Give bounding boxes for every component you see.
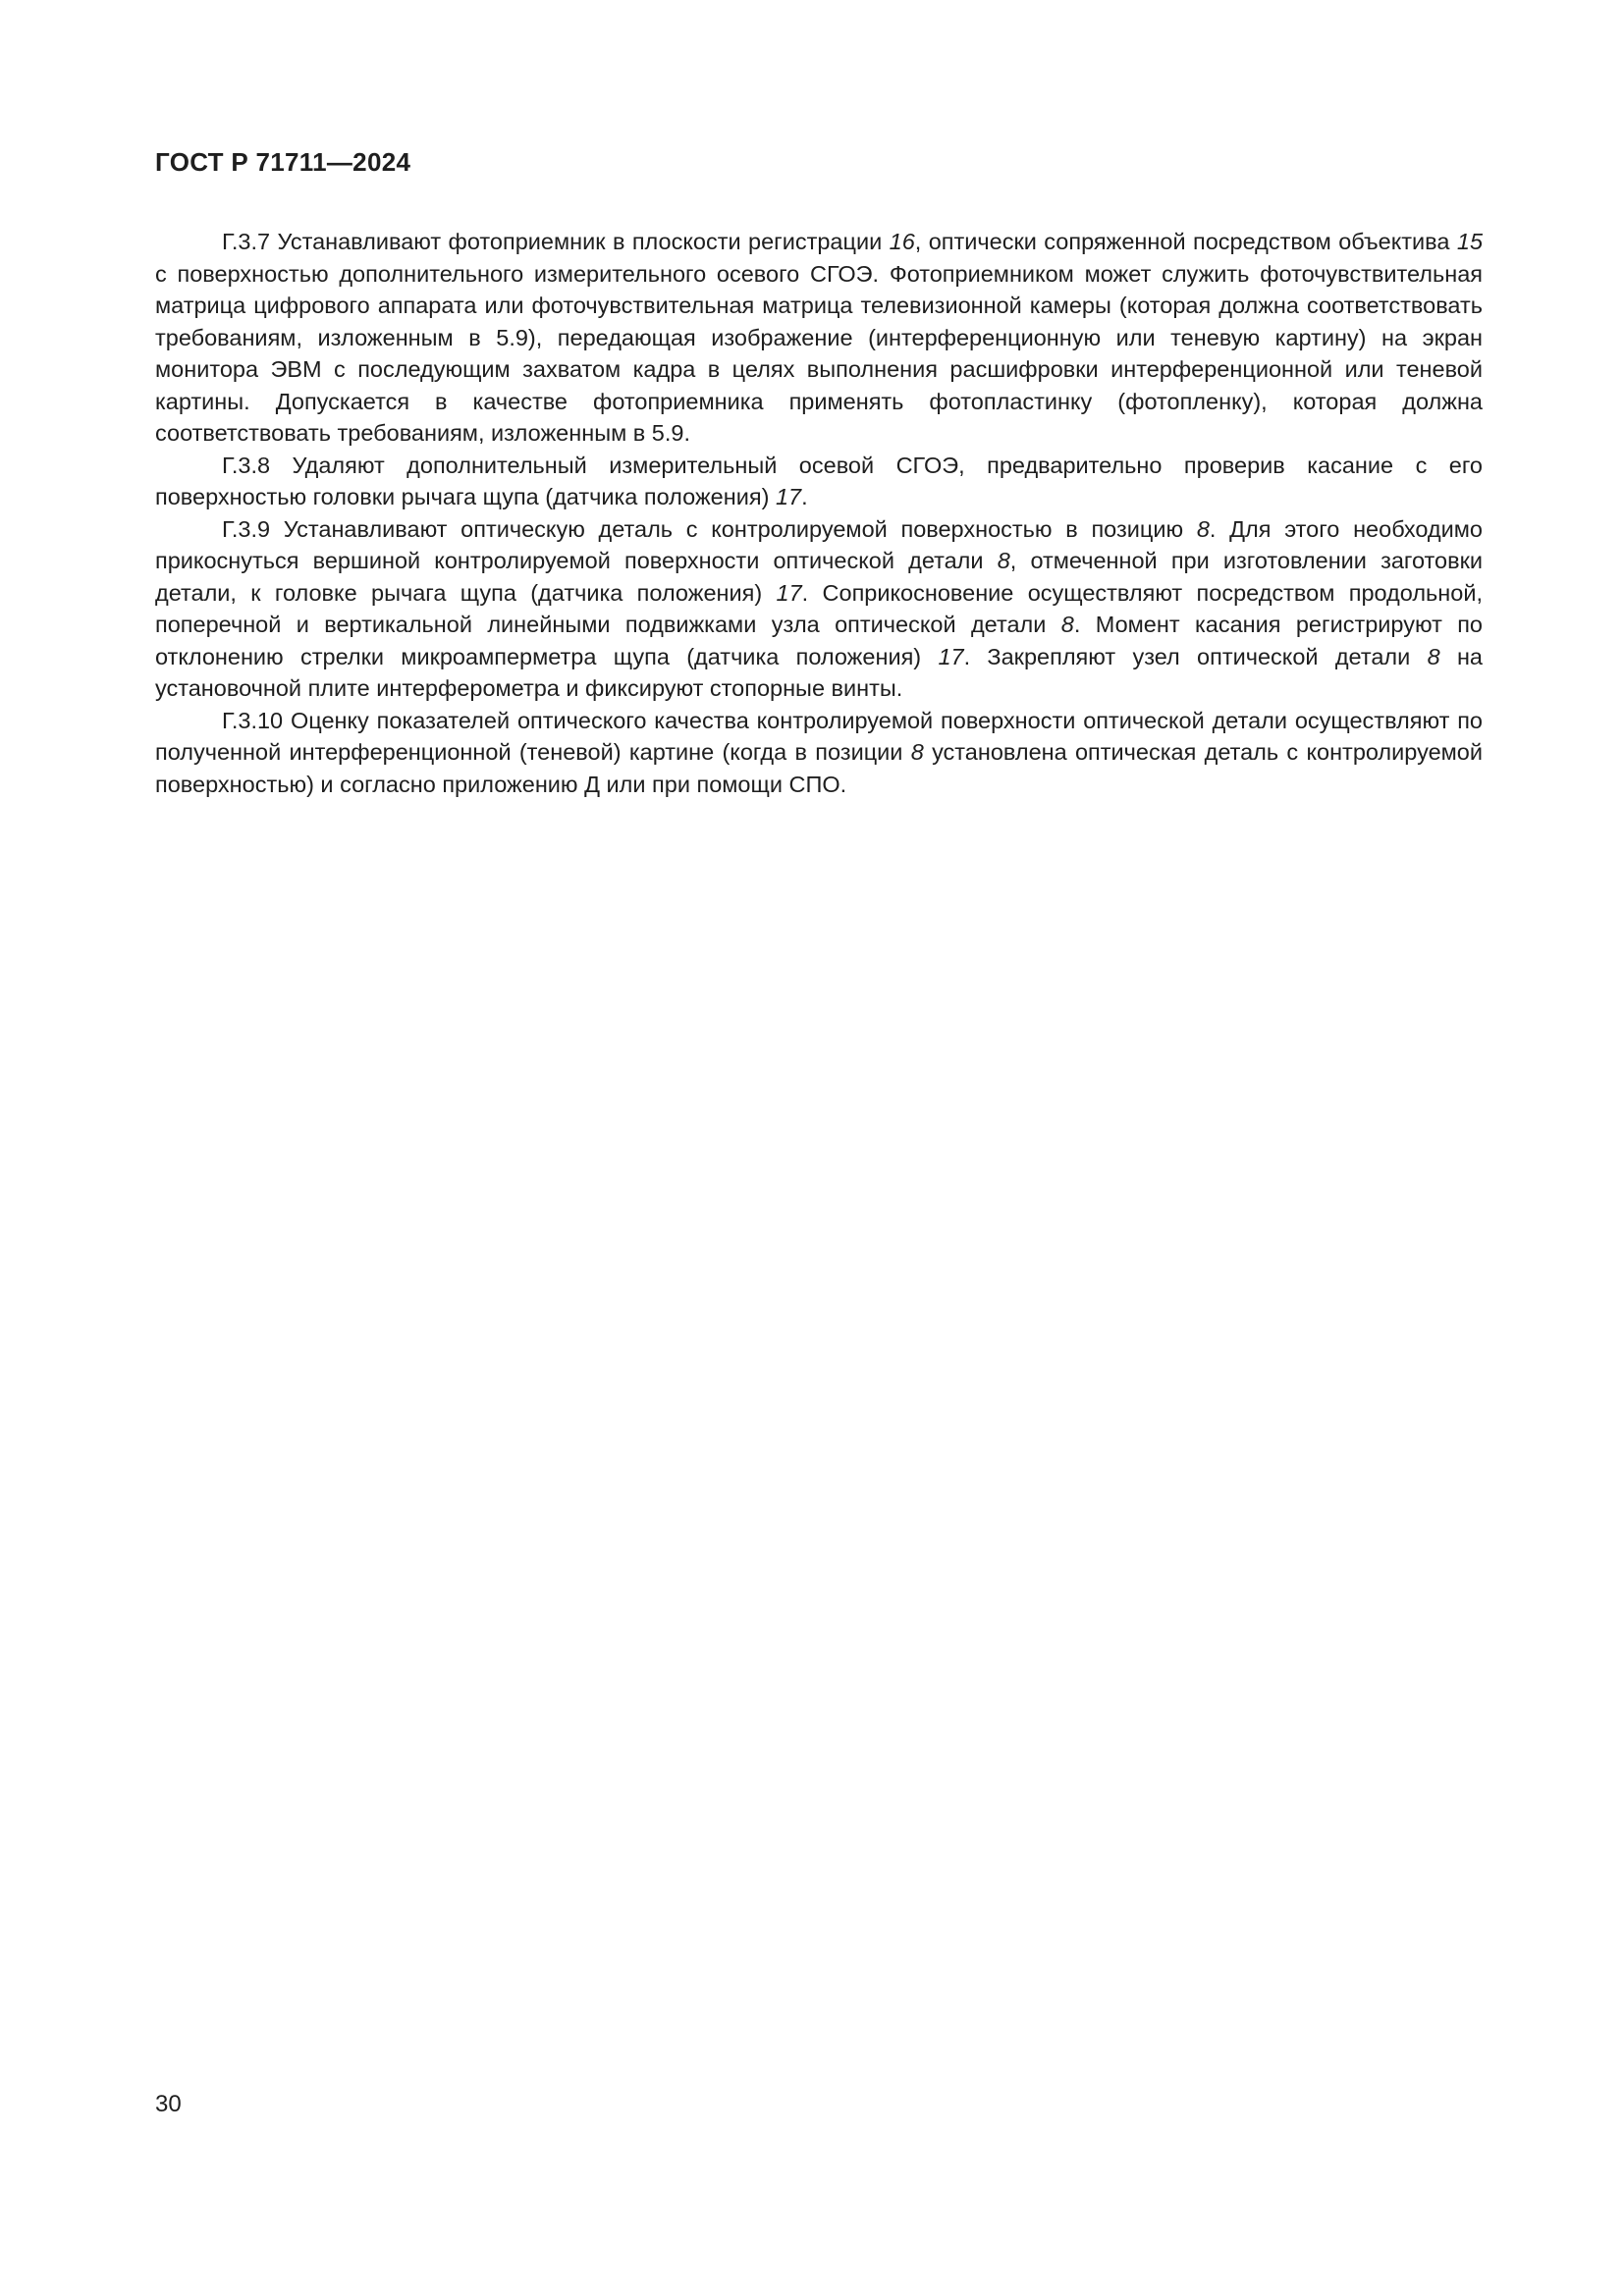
- paragraph-text: Г.3.10 Оценку показателей оптического качества контролируемой поверхности оптической детали осуществляют по полученной интерференционной (теневой) картине (когда в позиции: [155, 707, 1483, 765]
- reference-number: 8: [1427, 643, 1440, 669]
- paragraph-text: . Соприкосновение осуществляют посредством продольной, поперечной и вертикальной линейными подвижками узла оптической детали: [155, 579, 1483, 637]
- paragraph-text: Г.3.8 Удаляют дополнительный измерительный осевой СГОЭ, предварительно проверив касание с его поверхностью головки рычага щупа (датчика положения): [155, 452, 1483, 509]
- paragraph-text: , отмеченной при изготовлении заготовки детали, к головке рычага щупа (датчика положения): [155, 548, 1483, 606]
- paragraph-text: Г.3.9 Устанавливают оптическую деталь с контролируемой поверхностью в позицию: [222, 515, 1197, 542]
- reference-number: 8: [1060, 612, 1074, 637]
- paragraph-text: . Закрепляют узел оптической детали: [963, 643, 1428, 669]
- paragraph-g3-8: [155, 450, 1483, 513]
- paragraph-text: установлена оптическая деталь с контролируемой поверхностью) и согласно приложению Д или при помощи СПО.: [155, 739, 1483, 797]
- document-body: [155, 226, 1483, 800]
- reference-number: 17: [938, 643, 964, 669]
- paragraph-g3-9: [155, 513, 1483, 705]
- paragraph-text: на установочной плите интерферометра и фиксируют стопорные винты.: [155, 643, 1484, 701]
- reference-number: 8: [1196, 515, 1210, 542]
- paragraph-text: . Момент касания регистрируют по отклонению стрелки микроамперметра щупа (датчика положения): [155, 612, 1483, 669]
- reference-number: 17: [776, 579, 802, 606]
- document-header: ГОСТ Р 71711—2024: [155, 147, 411, 177]
- page-number: 30: [155, 2091, 182, 2117]
- paragraph-text: с поверхностью дополнительного измерительного осевого СГОЭ. Фотоприемником может служить фоточувствительная матрица цифрового аппарата или фоточувствительная матрица телевизионной камеры (которая должна соответствовать требованиям, изложенным в 5.9), передающая изображение (интерференционную или теневую картину) на экран монитора ЭВМ с последующим захватом кадра в целях выполнения расшифровки интерференционной или теневой картины. Допускается в качестве фотоприемника применять фотопластинку (фотопленку), которая должна соответствовать требованиям, изложенным в 5.9.: [155, 260, 1483, 446]
- reference-number: 15: [1456, 229, 1484, 254]
- reference-number: 8: [997, 548, 1010, 573]
- reference-number: 16: [889, 229, 915, 254]
- reference-number: 8: [910, 739, 924, 765]
- paragraph-text: .: [801, 484, 808, 509]
- paragraph-g3-7: [155, 226, 1483, 450]
- paragraph-g3-10: [155, 705, 1483, 801]
- paragraph-text: . Для этого необходимо прикоснуться вершиной контролируемой поверхности оптической детали: [155, 515, 1483, 573]
- paragraph-text: , оптически сопряженной посредством объектива: [914, 229, 1457, 254]
- reference-number: 17: [775, 484, 802, 509]
- paragraph-text: Г.3.7 Устанавливают фотоприемник в плоскости регистрации: [222, 229, 890, 254]
